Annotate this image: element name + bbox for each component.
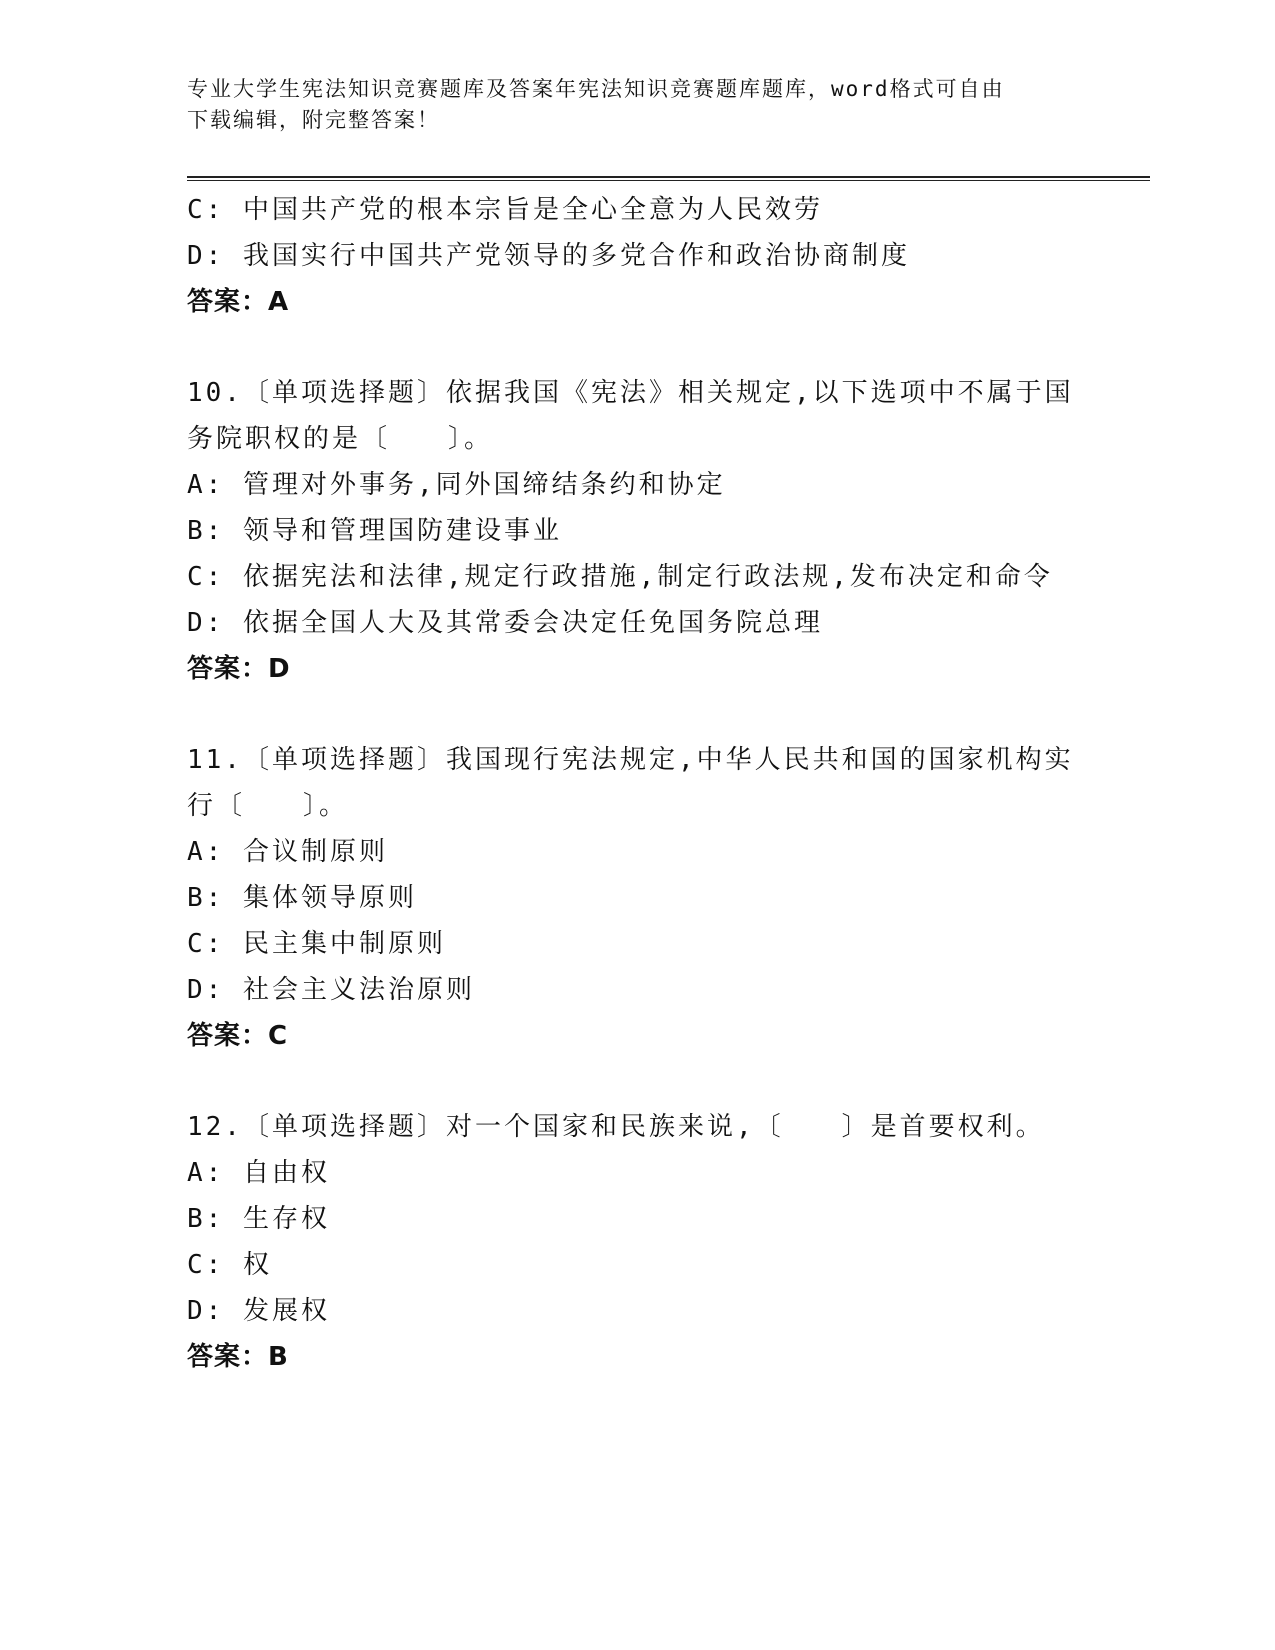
spacer <box>187 1059 1077 1104</box>
option-c: C: 中国共产党的根本宗旨是全心全意为人民效劳 <box>187 195 823 225</box>
option-c: C: 依据宪法和法律,规定行政措施,制定行政法规,发布决定和命令 <box>187 562 1053 592</box>
question-11 <box>187 737 1077 1059</box>
option-d: D: 社会主义法治原则 <box>187 975 475 1005</box>
question-stem: 11.〔单项选择题〕我国现行宪法规定,中华人民共和国的国家机构实 <box>187 745 1074 775</box>
option-b: B: 生存权 <box>187 1204 330 1234</box>
header-line-2: 下载编辑，附完整答案！ <box>187 108 440 132</box>
question-stem-cont: 务院职权的是〔 〕。 <box>187 424 494 454</box>
header-line-1: 专业大学生宪法知识竞赛题库及答案年宪法知识竞赛题库题库，word格式可自由 <box>187 77 1005 101</box>
option-d: D: 依据全国人大及其常委会决定任免国务院总理 <box>187 608 823 638</box>
question-stem: 10.〔单项选择题〕依据我国《宪法》相关规定,以下选项中不属于国 <box>187 378 1074 408</box>
option-c: C: 民主集中制原则 <box>187 929 446 959</box>
header-divider <box>187 176 1150 181</box>
prev-question <box>187 187 1077 325</box>
document-header <box>187 74 1067 136</box>
spacer <box>187 325 1077 370</box>
option-a: A: 管理对外事务,同外国缔结条约和协定 <box>187 470 726 500</box>
option-d: D: 发展权 <box>187 1296 330 1326</box>
question-stem: 12.〔单项选择题〕对一个国家和民族来说,〔 〕是首要权利。 <box>187 1112 1045 1142</box>
option-a: A: 合议制原则 <box>187 837 388 867</box>
question-12 <box>187 1104 1077 1380</box>
question-list <box>187 187 1077 1380</box>
option-b: B: 领导和管理国防建设事业 <box>187 516 562 546</box>
question-10 <box>187 370 1077 692</box>
option-c: C: 权 <box>187 1250 272 1280</box>
answer: 答案：D <box>187 654 291 684</box>
option-d: D: 我国实行中国共产党领导的多党合作和政治协商制度 <box>187 241 910 271</box>
question-stem-cont: 行〔 〕。 <box>187 791 349 821</box>
spacer <box>187 692 1077 737</box>
option-a: A: 自由权 <box>187 1158 330 1188</box>
answer: 答案：C <box>187 1021 289 1051</box>
answer: 答案：B <box>187 1342 289 1372</box>
option-b: B: 集体领导原则 <box>187 883 417 913</box>
answer: 答案：A <box>187 287 290 317</box>
